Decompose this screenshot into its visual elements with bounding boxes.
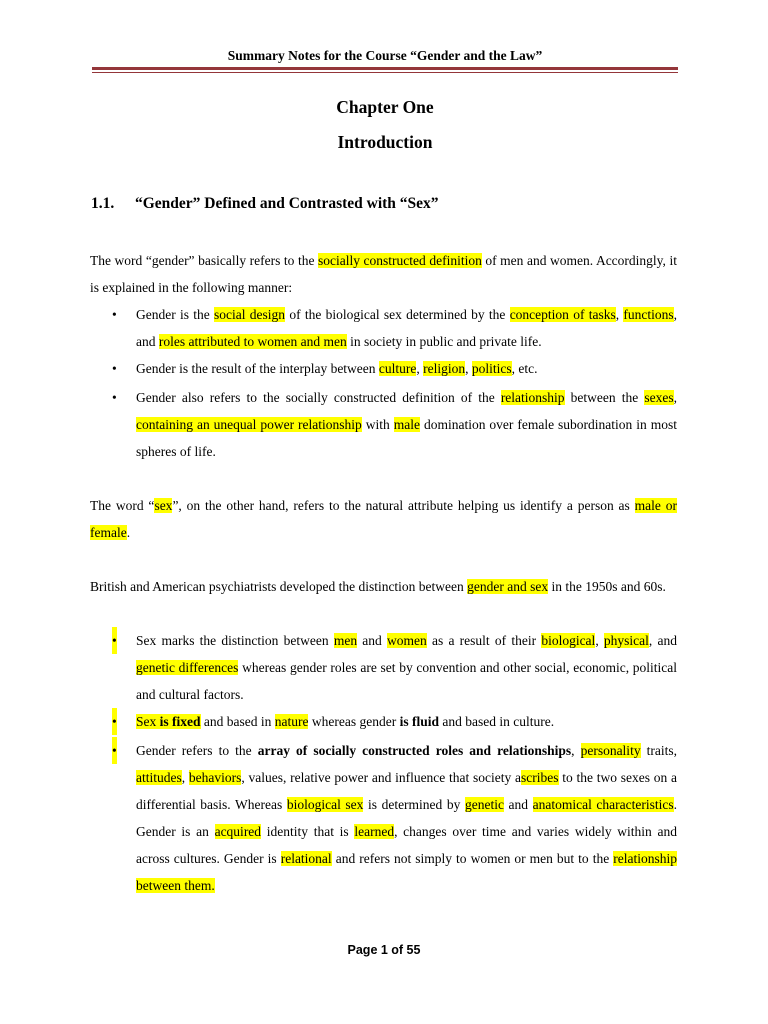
text-run: . Gender is an: [136, 797, 678, 839]
text-run: , and: [136, 307, 677, 349]
paragraph-gender-definition: [90, 247, 677, 301]
highlighted-text: containing an unequal power relationship: [136, 417, 362, 432]
text-run: whereas gender: [308, 714, 400, 729]
highlighted-text: scribes: [521, 770, 559, 785]
text-run: ,: [181, 770, 189, 785]
text-run: British and American psychiatrists developed the distinction between: [90, 579, 468, 594]
text-run: ,: [571, 743, 581, 758]
text-run: traits,: [640, 743, 678, 758]
highlighted-text: relationship between them.: [136, 851, 677, 893]
highlighted-text: roles attributed to women and men: [158, 334, 347, 349]
text-run: of the biological sex determined by the: [285, 307, 510, 322]
bullet-fixed-fluid: [136, 708, 677, 735]
bullet-sex-marks: [136, 627, 677, 708]
text-run: ,: [595, 633, 604, 648]
text-run: ,: [416, 361, 424, 376]
text-run: between the: [564, 390, 645, 405]
text-run: , changes over time and varies widely within and across cultures. Gender is: [136, 824, 677, 866]
highlighted-text: is fixed: [159, 714, 201, 729]
text-run: ,: [465, 361, 472, 376]
text-run: and based in: [200, 714, 275, 729]
bullet-marker: •: [112, 307, 117, 322]
text-run: domination over female subordination in most spheres of life.: [136, 417, 677, 459]
chapter-title: Introduction: [337, 132, 433, 152]
highlighted-text: genetic differences: [136, 660, 239, 675]
highlighted-text: religion: [423, 361, 466, 376]
bullet-gender-array: [136, 737, 677, 899]
highlighted-text: relationship: [500, 390, 565, 405]
highlighted-text: male: [393, 417, 420, 432]
highlighted-text: functions: [623, 307, 674, 322]
highlighted-text: biological sex: [286, 797, 364, 812]
highlighted-text: culture: [378, 361, 417, 376]
highlighted-text: sexes: [644, 390, 674, 405]
text-run: , values, relative power and influence that society a: [241, 770, 522, 785]
text-run: Gender is the: [136, 307, 215, 322]
paragraph-sex-definition: [90, 492, 677, 546]
text-run: ,: [615, 307, 624, 322]
bold-text: is fluid: [399, 714, 439, 729]
highlighted-text: politics: [471, 361, 512, 376]
bullet-relationship: [136, 384, 677, 465]
text-run: and: [357, 633, 388, 648]
highlighted-text: nature: [274, 714, 309, 729]
section-heading: [91, 195, 439, 213]
highlighted-text: physical: [603, 633, 649, 648]
text-run: .: [126, 525, 131, 540]
highlighted-text: women: [387, 633, 427, 648]
text-run: Gender also refers to the socially constructed definition of the: [136, 390, 501, 405]
text-run: identity that is: [261, 824, 355, 839]
text-run: and: [503, 797, 533, 812]
highlighted-text: biological: [541, 633, 596, 648]
bullet-marker: •: [112, 708, 117, 735]
highlighted-text: behaviors: [188, 770, 242, 785]
text-run: of men and women. Accordingly, it is explained in the following manner:: [90, 253, 677, 295]
header-rule-thick: [92, 67, 678, 70]
text-run: ,: [673, 390, 678, 405]
highlighted-text: genetic: [464, 797, 504, 812]
text-run: in society in public and private life.: [346, 334, 542, 349]
bullet-marker: •: [112, 737, 117, 764]
text-run: , and: [648, 633, 678, 648]
header-rule-thin: [92, 72, 678, 73]
highlighted-text: Sex: [136, 714, 160, 729]
text-run: and based in culture.: [438, 714, 555, 729]
highlighted-text: sex: [154, 498, 173, 513]
highlighted-text: acquired: [214, 824, 262, 839]
text-run: and refers not simply to women or men but to the: [331, 851, 614, 866]
running-header: Summary Notes for the Course “Gender and the Law”: [227, 48, 543, 63]
text-run: to the two sexes on a differential basis. Whereas: [136, 770, 678, 812]
highlighted-text: conception of tasks: [509, 307, 616, 322]
page-number: Page 1 of 55: [347, 943, 421, 957]
text-run: with: [361, 417, 394, 432]
bullet-interplay: [136, 355, 677, 382]
highlighted-text: men: [333, 633, 358, 648]
text-run: ”, on the other hand, refers to the natural attribute helping us identify a person as: [172, 498, 635, 513]
paragraph-distinction-history: [90, 573, 677, 600]
text-run: Gender refers to the: [136, 743, 258, 758]
text-run: as a result of their: [426, 633, 542, 648]
bullet-marker: •: [112, 627, 117, 654]
highlighted-text: attitudes: [136, 770, 182, 785]
highlighted-text: gender and sex: [467, 579, 549, 594]
highlighted-text: male or female: [90, 498, 677, 540]
text-run: Gender is the result of the interplay between: [136, 361, 379, 376]
highlighted-text: anatomical characteristics: [532, 797, 674, 812]
highlighted-text: socially constructed definition: [318, 253, 482, 268]
highlighted-text: personality: [580, 743, 641, 758]
text-run: Sex marks the distinction between: [136, 633, 334, 648]
section-title: “Gender” Defined and Contrasted with “Sex”: [135, 195, 439, 212]
chapter-number: Chapter One: [336, 97, 434, 117]
text-run: , etc.: [511, 361, 538, 376]
highlighted-text: relational: [280, 851, 332, 866]
text-run: in the 1950s and 60s.: [548, 579, 666, 594]
highlighted-text: learned: [354, 824, 395, 839]
bold-text: array of socially constructed roles and relationships: [257, 743, 572, 758]
text-run: The word “: [90, 498, 155, 513]
text-run: The word “gender” basically refers to the: [90, 253, 319, 268]
bullet-marker: •: [112, 390, 117, 405]
section-number: 1.1.: [91, 195, 115, 212]
text-run: whereas gender roles are set by convention and other social, economic, political and cultural factors.: [136, 660, 677, 702]
bullet-marker: •: [112, 361, 117, 376]
highlighted-text: social design: [214, 307, 286, 322]
bullet-social-design: [136, 301, 677, 355]
text-run: is determined by: [363, 797, 465, 812]
